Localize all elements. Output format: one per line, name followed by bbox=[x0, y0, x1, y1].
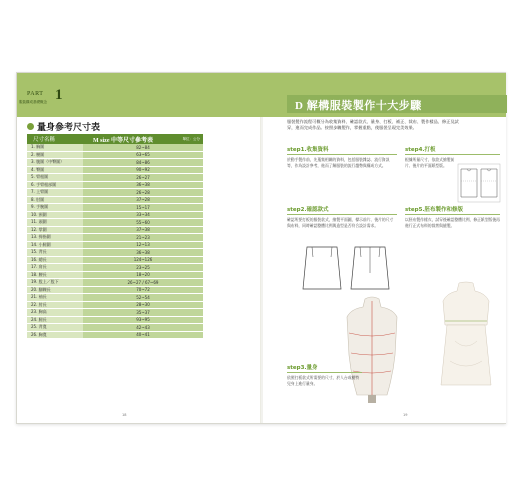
header-unit: 單位：公分 bbox=[182, 136, 200, 141]
row-value: 15~17 bbox=[83, 204, 203, 211]
row-name: 22. 肘長 bbox=[27, 302, 83, 309]
row-name: 26. 胸寬 bbox=[27, 332, 83, 339]
row-name: 6. 手臂根部圍 bbox=[27, 182, 83, 189]
right-title-bar bbox=[287, 95, 507, 113]
step-text: 依照打板款式所需要的尺寸，於人台或模特兒身上進行量身。 bbox=[287, 375, 360, 386]
section-title: 量身參考尺寸表 bbox=[37, 123, 101, 133]
step-2 bbox=[287, 205, 397, 228]
dress-form-photo bbox=[337, 295, 407, 405]
row-name: 25. 背寬 bbox=[27, 324, 83, 331]
table-row bbox=[27, 234, 203, 242]
table-row bbox=[27, 264, 203, 272]
step-1 bbox=[287, 145, 397, 168]
row-value: 26~27 / 67~69 bbox=[83, 279, 203, 286]
row-name: 13. 拇指圍 bbox=[27, 234, 83, 241]
row-value: 36~38 bbox=[83, 182, 203, 189]
row-name: 12. 掌圍 bbox=[27, 227, 83, 234]
row-value: 63~65 bbox=[83, 152, 203, 159]
table-header bbox=[27, 134, 203, 144]
row-value: 93~95 bbox=[83, 317, 203, 324]
step-5 bbox=[405, 205, 500, 228]
row-name: 8. 肘圍 bbox=[27, 197, 83, 204]
row-value: 82~84 bbox=[83, 144, 203, 151]
row-name: 14. 小腿圍 bbox=[27, 242, 83, 249]
finished-dress-photo bbox=[435, 281, 497, 391]
header-name: 尺寸名稱 bbox=[33, 137, 56, 143]
row-value: 18~20 bbox=[83, 272, 203, 279]
part-subtitle: 服裝構成基礎概念 bbox=[19, 100, 47, 104]
row-name: 17. 肩長 bbox=[27, 264, 83, 271]
table-row bbox=[27, 249, 203, 257]
row-value: 21~23 bbox=[83, 234, 203, 241]
row-name: 20. 腳踝長 bbox=[27, 287, 83, 294]
table-row bbox=[27, 309, 203, 317]
table-row bbox=[27, 227, 203, 235]
table-row bbox=[27, 242, 203, 250]
step-3 bbox=[287, 363, 362, 386]
row-name: 23. 胸高 bbox=[27, 309, 83, 316]
step-title: step4.打板 bbox=[405, 147, 436, 153]
row-value: 52~54 bbox=[83, 294, 203, 301]
table-row bbox=[27, 302, 203, 310]
row-name: 18. 腰長 bbox=[27, 272, 83, 279]
table-row bbox=[27, 257, 203, 265]
part-number: 1 bbox=[55, 87, 63, 103]
row-name: 3. 腹圍（中臀圍） bbox=[27, 159, 83, 166]
row-value: 90~92 bbox=[83, 167, 203, 174]
left-page-number: 18 bbox=[122, 413, 127, 417]
table-row bbox=[27, 219, 203, 227]
row-name: 16. 總長 bbox=[27, 257, 83, 264]
right-page-number: 19 bbox=[403, 413, 408, 417]
pattern-draft-image bbox=[457, 163, 501, 203]
step-divider bbox=[287, 372, 362, 373]
row-value: 26~27 bbox=[83, 174, 203, 181]
step-title: step3.量身 bbox=[287, 365, 318, 371]
row-value: 35~37 bbox=[83, 309, 203, 316]
step-text: 以胚布製作樣衣，試穿後確認整體比例，修正紙型版後再進行正式布料的裁剪與縫製。 bbox=[405, 217, 500, 228]
row-value: 26~28 bbox=[83, 189, 203, 196]
row-name: 4. 臀圍 bbox=[27, 167, 83, 174]
table-row bbox=[27, 167, 203, 175]
table-row bbox=[27, 144, 203, 152]
step-divider bbox=[405, 154, 500, 155]
row-name: 10. 頸圍 bbox=[27, 212, 83, 219]
table-body bbox=[27, 144, 203, 339]
header-ref: M size 中等尺寸參考表 bbox=[93, 137, 153, 144]
row-value: 33~34 bbox=[83, 212, 203, 219]
row-name: 7. 上臂圍 bbox=[27, 189, 83, 196]
row-name: 5. 臂根圍 bbox=[27, 174, 83, 181]
step-divider bbox=[405, 214, 500, 215]
step-title: step1.收集資料 bbox=[287, 147, 329, 153]
table-row bbox=[27, 294, 203, 302]
step-text: 確認所要打板的服裝款式，繪製平面圖，標示前片、後片的尺寸與布料，同時確認整體比例與造型是否符合設計需求。 bbox=[287, 217, 394, 228]
row-name: 9. 手腕圍 bbox=[27, 204, 83, 211]
step-divider bbox=[287, 154, 397, 155]
table-row bbox=[27, 152, 203, 160]
table-row bbox=[27, 332, 203, 340]
step-divider bbox=[287, 214, 397, 215]
table-row bbox=[27, 159, 203, 167]
left-page bbox=[17, 73, 261, 423]
table-row bbox=[27, 174, 203, 182]
row-value: 42~43 bbox=[83, 324, 203, 331]
table-row bbox=[27, 317, 203, 325]
row-value: 37~38 bbox=[83, 227, 203, 234]
step-title: step5.胚布製作和修版 bbox=[405, 207, 463, 213]
row-value: 37~28 bbox=[83, 197, 203, 204]
step-text: 根據所量尺寸，依款式繪製前片、後片的平面紙型版。 bbox=[405, 157, 455, 168]
row-name: 21. 袖長 bbox=[27, 294, 83, 301]
row-value: 36~38 bbox=[83, 249, 203, 256]
section-bullet-icon bbox=[27, 123, 34, 130]
table-row bbox=[27, 324, 203, 332]
right-page-title: D 解構服裝製作十大步驟 bbox=[295, 100, 422, 112]
table-row bbox=[27, 182, 203, 190]
right-intro-text: 服裝製作流程可概分為收集資料、確認款式、量身、打板、補正、裁布、製作樣品、修正及試穿，進而完成作品。按照步驟製作，掌握重點，使服裝呈現完美效果。 bbox=[287, 119, 459, 130]
table-row bbox=[27, 272, 203, 280]
row-name: 15. 背長 bbox=[27, 249, 83, 256]
part-marker bbox=[17, 87, 73, 111]
step-title: step2.確認款式 bbox=[287, 207, 329, 213]
row-name: 1. 胸圍 bbox=[27, 144, 83, 151]
row-name: 24. 腿長 bbox=[27, 317, 83, 324]
measurement-table bbox=[27, 134, 203, 339]
row-value: 12~13 bbox=[83, 242, 203, 249]
book-spread bbox=[16, 72, 506, 424]
part-label: PART bbox=[27, 91, 44, 97]
row-value: 23~25 bbox=[83, 264, 203, 271]
row-name: 11. 頭圍 bbox=[27, 219, 83, 226]
skirt-flat-sketch bbox=[297, 243, 397, 293]
step-text: 於動手製作前，先蒐集相關的資料，包括服裝雜誌、流行資訊等，作為設計參考，進而了解服裝的流行趨勢與構成方式。 bbox=[287, 157, 390, 168]
row-name: 2. 腰圍 bbox=[27, 152, 83, 159]
row-value: 124~126 bbox=[83, 257, 203, 264]
row-value: 40~41 bbox=[83, 332, 203, 339]
row-value: 28~30 bbox=[83, 302, 203, 309]
table-row bbox=[27, 287, 203, 295]
table-row bbox=[27, 212, 203, 220]
row-name: 19. 股上／股下 bbox=[27, 279, 83, 286]
table-row bbox=[27, 197, 203, 205]
table-row bbox=[27, 279, 203, 287]
table-row bbox=[27, 189, 203, 197]
row-value: 55~60 bbox=[83, 219, 203, 226]
table-row bbox=[27, 204, 203, 212]
row-value: 84~86 bbox=[83, 159, 203, 166]
row-value: 70~72 bbox=[83, 287, 203, 294]
